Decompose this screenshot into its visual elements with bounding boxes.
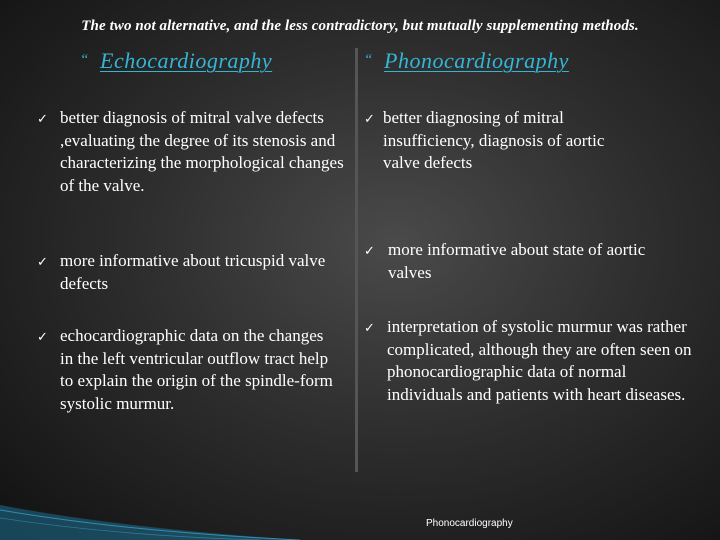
heading-bullet: “ — [80, 52, 89, 68]
checkmark-icon: ✓ — [364, 112, 375, 127]
decorative-stripes — [0, 450, 300, 540]
phono-point-2: more informative about state of aortic valves — [388, 240, 646, 282]
phonocardiography-heading-text: Phonocardiography — [384, 48, 569, 73]
checkmark-icon: ✓ — [364, 321, 375, 336]
echo-point-3: echocardiographic data on the changes in the left ventricular outflow tract help to explain the origin of the spindle-form systolic murmur. — [60, 326, 333, 413]
checkmark-icon: ✓ — [37, 330, 48, 345]
footer-caption: Phonocardiography — [426, 518, 513, 529]
checkmark-icon: ✓ — [37, 112, 48, 127]
heading-bullet: “ — [364, 52, 373, 68]
echo-point-2: more informative about tricuspid valve defects — [60, 251, 326, 293]
checkmark-icon: ✓ — [37, 255, 48, 270]
echo-point-1: better diagnosis of mitral valve defects ,evaluating the degree of its stenosis and characterizing the morphological changes of the valve. — [60, 108, 344, 195]
phono-point-3: interpretation of systolic murmur was rather complicated, although they are often seen on phonocardiographic data of normal individuals and patients with heart diseases. — [387, 317, 692, 404]
column-divider — [355, 48, 358, 472]
checkmark-icon: ✓ — [364, 244, 375, 259]
phonocardiography-heading — [364, 48, 569, 74]
echocardiography-heading-text: Echocardiography — [100, 48, 273, 73]
slide-title: The two not alternative, and the less contradictory, but mutually supplementing methods. — [81, 18, 639, 34]
phono-point-1: better diagnosing of mitral insufficiency, diagnosis of aortic valve defects — [383, 108, 605, 172]
echocardiography-heading — [80, 48, 272, 74]
